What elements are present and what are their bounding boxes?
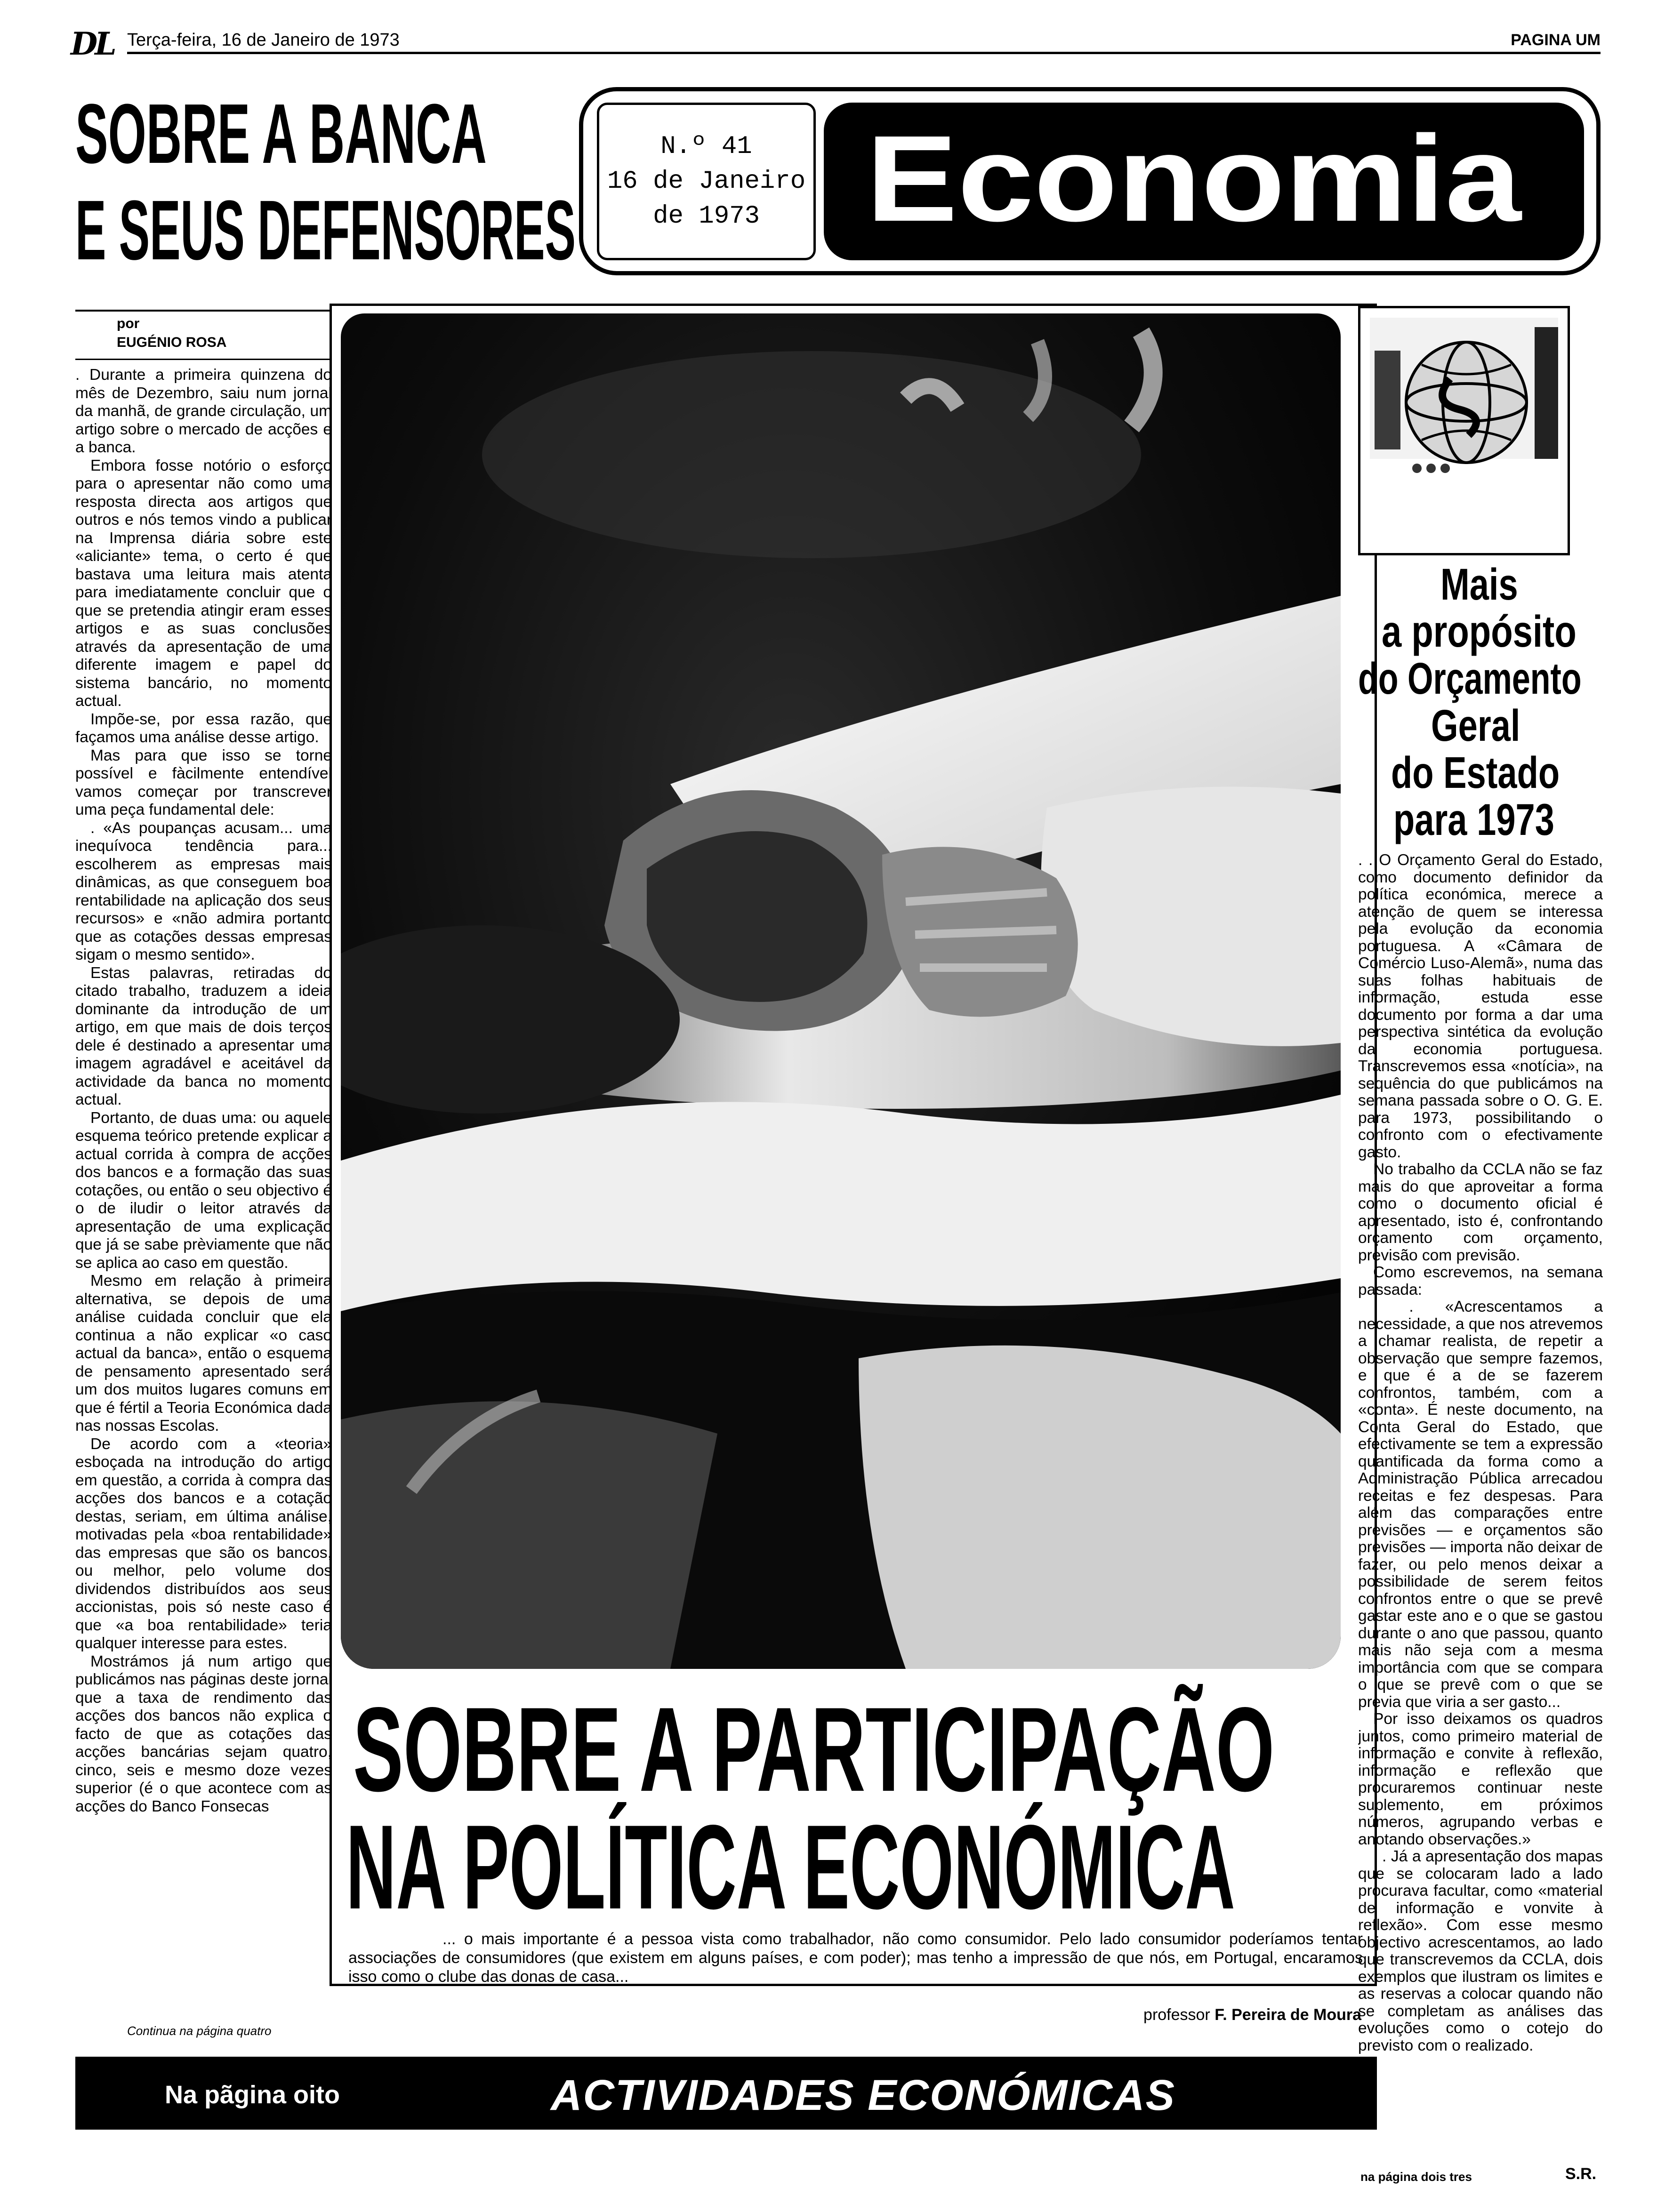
main-headline-line2: NA POLÍTICA ECONÓMICA: [346, 1800, 1235, 1934]
right-paragraph: No trabalho da CCLA não se faz mais do que aproveitar a forma como o documento oficial é apresentado, isto é, confrontando orçamento com orçamento, previsão com previsão.: [1358, 1161, 1603, 1264]
left-paragraph: Mas para que isso se torne possível e fàcilmente entendível vamos começar por transcrever uma peça fundamental dele:: [75, 746, 332, 818]
right-headline-line4: Geral: [1431, 701, 1520, 751]
left-headline-line1: SOBRE A BANCA: [75, 87, 487, 181]
quote-author: [1143, 2006, 1361, 2024]
potter-hands-photo: [341, 313, 1341, 1669]
byline-rule-top: [75, 310, 330, 312]
right-paragraph: Por isso deixamos os quadros juntos, como primeiro material de informação e convite à reflexão, informação e reflexão que procuraremos continuar neste suplemento, em próximos números, agrupando verbas e anotando observações.»: [1358, 1710, 1603, 1848]
quote-author-name: F. Pereira de Moura: [1215, 2006, 1361, 2024]
left-paragraph: De acordo com a «teoria» esboçada na introdução do artigo em questão, a corrida à compra das acções dos bancos e a cotação destas, seriam, em última análise, motivadas pela «boa rentabilidade» das empresas que são os bancos, ou melhor, pelo volume dos dividendos distribuídos aos seus accionistas, pois só neste caso é que «a boa rentabilidade» teria qualquer interesse para estes.: [75, 1435, 332, 1652]
masthead-rule: [127, 52, 1601, 54]
section-title: Economia: [866, 111, 1521, 247]
left-paragraph: Embora fosse notório o esforço para o apresentar não como uma resposta directa aos artigos que outros e nós temos vindo a publicar na Imprensa diária sobre este «aliciante» tema, o certo é que bastava uma leitura mais atenta para imediatamente concluir que o que se pretendia atingir eram esses artigos e as suas conclusões através da apresentação de uma diferente imagem e papel do sistema bancário, no momento actual.: [75, 457, 332, 710]
left-paragraph: Portanto, de duas uma: ou aquele esquema teórico pretende explicar a actual corrida à compra de acções dos bancos e a formação das suas cotações, ou então o seu objectivo é o de iludir o leitor através da apresentação de uma explicação que já se sabe prèviamente que não se aplica ao caso em questão.: [75, 1109, 332, 1272]
right-paragraph: Como escrevemos, na semana passada:: [1358, 1264, 1603, 1298]
coin-globe-image: [1360, 308, 1568, 553]
left-paragraph: Estas palavras, retiradas do citado trabalho, traduzem a ideia dominante da introdução de um artigo, em que mais de dois terços dele é destinado a apresentar uma imagem agradável e aceitável da actividade da banca no momento actual.: [75, 964, 332, 1108]
left-paragraph: Mostrámos já num artigo que publicámos nas páginas deste jornal que a taxa de rendimento das acções dos bancos não explica o facto de que as cotações das acções bancárias sejam quatro, cinco, seis e mesmo doze vezes superior (é o que acontece com as acções do Banco Fonsecas: [75, 1652, 332, 1815]
sidebar-image: [1358, 306, 1570, 555]
bottom-banner-right-text: ACTIVIDADES ECONÓMICAS: [551, 2071, 1175, 2119]
byline-author: EUGÉNIO ROSA: [117, 335, 227, 350]
issue-number: N.º 41: [660, 132, 752, 161]
page-label: PAGINA UM: [1511, 31, 1601, 49]
right-headline-line1: Mais: [1440, 560, 1518, 609]
masthead: [71, 25, 1601, 62]
issue-date-line1: 16 de Janeiro: [607, 167, 806, 196]
right-paragraph: . . O Orçamento Geral do Estado, como documento definidor da política económica, merece a atenção de quem se interessa pela evolução da economia portuguesa. A «Câmara de Comércio Luso-Alemã», numa das suas folhas habituais de informação, estuda esse documento por forma a dar uma perspectiva sintética da evolução da economia portuguesa. Transcrevemos essa «notícia», na sequência do que publicámos na semana passada sobre o O. G. E. para 1973, possibilitando o confronto com o efectivamente gasto.: [1358, 852, 1603, 1161]
left-paragraph: . Durante a primeira quinzena do mês de Dezembro, saiu num jornal da manhã, de grande circulação, um artigo sobre o mercado de acções e a banca.: [75, 366, 332, 456]
right-article-signature: S.R.: [1565, 2165, 1597, 2183]
right-headline-line6: para 1973: [1393, 795, 1554, 845]
byline: [117, 314, 226, 352]
newspaper-logo: DL: [71, 25, 114, 62]
issue-date-line2: de 1973: [653, 201, 760, 231]
left-headline-line2: E SEUS DEFENSORES: [75, 183, 576, 278]
right-paragraph: . . «Acrescentamos a necessidade, a que nos atrevemos a chamar realista, de repetir a observação que sempre fazemos, e que é a de se fazerem confrontos, também, com a «conta». É neste documento, na Conta Geral do Estado, que efectivamente se tem a expressão quantificada da forma como a Administração Pública arrecadou receitas e fez despesas. Para além das comparações entre previsões — e orçamentos são previsões — importa não deixar de fazer, ou pelo menos deixar a possibilidade de serem feitos confrontos entre o que se prevê gastar este ano e o que se gastou durante o ano que passou, quanto mais não seja com a mesma importância com que se compara o que se prevê com o que se previa que viria a ser gasto...: [1358, 1298, 1603, 1711]
right-paragraph: . . Já a apresentação dos mapas que se colocaram lado a lado procurava facultar, como «material de informação e vonvite à reflexão». Com esse mesmo objectivo acrescentamos, ao lado que transcrevemos da CCLA, dois exemplos que ilustram os limites e as reservas a colocar quando não se completam as análises das evoluções como o cotejo do previsto com o realizado.: [1358, 1848, 1603, 2054]
byline-rule-bottom: [75, 359, 330, 360]
main-photo: [341, 313, 1341, 1669]
main-headline-line1: SOBRE A PARTICIPAÇÃO: [353, 1683, 1275, 1817]
bottom-banner-left-text: Na pãgina oito: [165, 2081, 340, 2109]
byline-por: por: [117, 316, 140, 331]
right-headline-line5: do Estado: [1391, 748, 1560, 798]
right-headline-line2: a propósito: [1382, 607, 1577, 657]
pull-quote: ... o mais importante é a pessoa vista como trabalhador, não como consumidor. Pelo lado consumidor poderíamos tentar associações de consumidores (que existem em alguns países, e com poder); mas tenho a impressão de que nós, em Portugal, encaramos isso como o clube das donas de casa...: [348, 1930, 1363, 1986]
left-paragraph: . «As poupanças acusam... uma inequívoca tendência para... escolherem as empresas mais dinâmicas, as que conseguem boa rentabilidade na aplicação dos seus recursos» e «não admira portanto que as cotações dessas empresas sigam o mesmo sentido».: [75, 819, 332, 963]
right-headline-line3: do Orçamento: [1358, 654, 1582, 704]
left-article: [75, 366, 332, 2018]
right-article: [1358, 852, 1603, 2151]
masthead-date: Terça-feira, 16 de Janeiro de 1973: [127, 30, 400, 50]
issue-info-box: [597, 103, 816, 260]
continuation-note: Continua na página quatro: [127, 2024, 272, 2038]
left-paragraph: Mesmo em relação à primeira alternativa, se depois de uma análise cuidada concluir que ela continua a não explicar «o caso actual da banca», então o esquema de pensamento apresentado será um dos muitos lugares comuns em que é fértil a Teoria Económica dada nas nossas Escolas.: [75, 1272, 332, 1435]
quote-author-prefix: professor: [1143, 2006, 1210, 2024]
right-article-continuation: na página dois tres: [1360, 2170, 1472, 2184]
left-paragraph: Impõe-se, por essa razão, que façamos uma análise desse artigo.: [75, 710, 332, 746]
